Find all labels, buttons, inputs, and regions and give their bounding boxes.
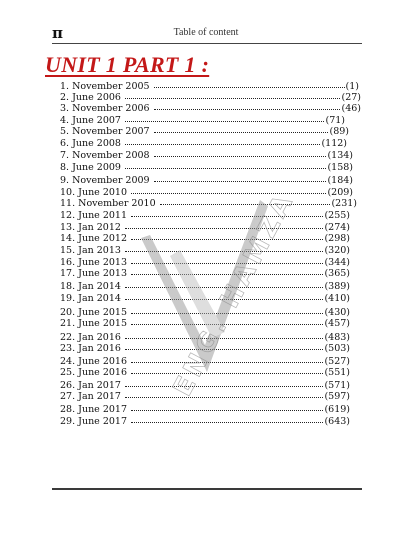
toc-entry-number: 12.	[60, 210, 76, 221]
toc-entry-leader	[131, 324, 323, 325]
toc-entry-label	[60, 138, 121, 150]
toc-entry-page: (298)	[324, 233, 350, 244]
toc-entry-label	[60, 103, 150, 115]
toc-entry-leader	[160, 204, 331, 205]
toc-entry-number: 20.	[60, 307, 76, 318]
toc-entry-label	[60, 281, 121, 293]
toc-entry-number: 8.	[60, 162, 70, 173]
toc-entry[interactable]	[60, 138, 360, 150]
toc-entry-leader	[131, 193, 326, 194]
toc-entry-number: 13.	[60, 222, 76, 233]
toc-entry-title: June 2008	[72, 138, 121, 149]
toc-entry-label	[60, 367, 127, 379]
toc-entry-title: Jan 2017	[78, 380, 121, 391]
toc-entry-leader	[131, 373, 323, 374]
toc-entry-label	[60, 343, 121, 355]
toc-entry-number: 3.	[60, 103, 70, 114]
toc-entry-title: November 2006	[72, 103, 150, 114]
toc-entry-page: (209)	[327, 187, 353, 198]
toc-entry-page: (410)	[324, 293, 350, 304]
toc-entry-page: (619)	[324, 404, 350, 415]
toc-entry[interactable]	[60, 233, 360, 245]
toc-entry-page: (46)	[341, 103, 361, 114]
toc-entry-number: 2.	[60, 92, 70, 103]
toc-entry-label	[60, 233, 127, 245]
toc-entry-leader	[154, 181, 327, 182]
toc-entry-title: November 2008	[72, 150, 150, 161]
toc-entry[interactable]	[60, 416, 360, 428]
toc-entry-title: June 2006	[72, 92, 121, 103]
footer-rule	[52, 488, 362, 490]
toc-entry-title: Jan 2017	[78, 391, 121, 402]
toc-entry-number: 28.	[60, 404, 76, 415]
toc-entry-title: November 2010	[78, 198, 156, 209]
toc-entry-title: June 2017	[78, 404, 128, 415]
toc-entry-leader	[131, 216, 323, 217]
toc-entry-leader	[125, 397, 324, 398]
toc-entry-title: June 2017	[78, 416, 128, 427]
toc-entry-page: (597)	[324, 391, 350, 402]
toc-entry-label	[60, 293, 121, 305]
toc-entry-number: 14.	[60, 233, 76, 244]
toc-entry[interactable]	[60, 343, 360, 355]
toc-entry-label	[60, 198, 156, 210]
toc-entry[interactable]	[60, 367, 360, 379]
toc-entry-title: Jan 2013	[78, 245, 121, 256]
toc-entry-page: (1)	[345, 81, 359, 92]
toc-entry-page: (184)	[327, 175, 353, 186]
toc-entry-label	[60, 210, 127, 222]
toc-entry-number: 10.	[60, 187, 76, 198]
header-title: Table of content	[173, 27, 239, 38]
toc-entry-page: (457)	[324, 318, 350, 329]
toc-entry-title: June 2007	[72, 115, 121, 126]
toc-entry-number: 24.	[60, 356, 76, 367]
toc-entry-title: Jan 2012	[78, 222, 121, 233]
toc-entry-number: 17.	[60, 268, 76, 279]
toc-entry-leader	[125, 386, 324, 387]
toc-entry[interactable]	[60, 281, 360, 293]
toc-entry-leader	[154, 156, 327, 157]
toc-entry-page: (158)	[327, 162, 353, 173]
toc-entry-title: June 2016	[78, 367, 128, 378]
toc-entry-title: June 2013	[78, 268, 128, 279]
toc-entry-number: 21.	[60, 318, 76, 329]
toc-entry-label	[60, 126, 150, 138]
toc-entry-leader	[131, 313, 323, 314]
toc-entry-number: 7.	[60, 150, 70, 161]
toc-entry-number: 11.	[60, 198, 76, 209]
toc-entry-title: November 2007	[72, 126, 150, 137]
toc-entry-label	[60, 245, 121, 257]
toc-entry-number: 9.	[60, 175, 70, 186]
toc-entry-leader	[131, 410, 323, 411]
toc-entry-title: November 2005	[72, 81, 150, 92]
toc-entry-number: 26.	[60, 380, 76, 391]
watermark-text: ENG. HAMZA	[167, 187, 301, 402]
toc-entry-label	[60, 162, 121, 174]
toc-entry-title: Jan 2016	[78, 343, 121, 354]
toc-entry[interactable]	[60, 198, 360, 210]
toc-entry-number: 4.	[60, 115, 70, 126]
toc-entry-page: (365)	[324, 268, 350, 279]
toc-entry-number: 19.	[60, 293, 76, 304]
toc-entry-leader	[125, 121, 325, 122]
toc-entry-title: Jan 2014	[78, 281, 121, 292]
toc-entry-page: (430)	[324, 307, 350, 318]
toc-entry-label	[60, 391, 121, 403]
toc-entry-label	[60, 318, 127, 330]
toc-entry-title: June 2009	[72, 162, 121, 173]
toc-entry-number: 15.	[60, 245, 76, 256]
toc-entry-label	[60, 150, 150, 162]
toc-entry-leader	[131, 263, 323, 264]
toc-entry-number: 23.	[60, 343, 76, 354]
toc-entry[interactable]	[60, 103, 360, 115]
toc-entry-page: (389)	[324, 281, 350, 292]
toc-entry-number: 16.	[60, 257, 76, 268]
toc-entry[interactable]	[60, 210, 360, 222]
toc-entry-page: (231)	[331, 198, 357, 209]
toc-entry-page: (71)	[325, 115, 345, 126]
toc-entry-leader	[125, 168, 326, 169]
toc-entry-title: June 2015	[78, 318, 128, 329]
toc-entry-label	[60, 268, 127, 280]
toc-entry-label	[60, 416, 127, 428]
toc-entry-leader	[125, 144, 320, 145]
toc-entry[interactable]	[60, 404, 360, 416]
toc-entry-page: (571)	[324, 380, 350, 391]
toc-entry-title: June 2011	[78, 210, 128, 221]
toc-entry-page: (344)	[324, 257, 350, 268]
toc-entry[interactable]	[60, 391, 360, 403]
toc-entry-number: 5.	[60, 126, 70, 137]
toc-entry[interactable]	[60, 268, 360, 280]
toc-entry-leader	[131, 362, 323, 363]
toc-entry-title: November 2009	[72, 175, 150, 186]
unit-title: UNIT 1 PART 1 :	[45, 52, 210, 77]
toc-entry-page: (483)	[324, 332, 350, 343]
toc-entry-leader	[125, 228, 324, 229]
toc-entry[interactable]	[60, 245, 360, 257]
page-header	[52, 24, 360, 44]
toc-entry-title: June 2016	[78, 356, 128, 367]
toc-entry-page: (551)	[324, 367, 350, 378]
toc-entry-page: (255)	[324, 210, 350, 221]
toc-entry-leader	[125, 98, 341, 99]
toc-entry-number: 18.	[60, 281, 76, 292]
toc-entry-number: 25.	[60, 367, 76, 378]
toc-entry-leader	[131, 239, 323, 240]
toc-entry-number: 22.	[60, 332, 76, 343]
toc-entry-leader	[154, 132, 329, 133]
toc-entry[interactable]	[60, 293, 360, 305]
toc-entry-leader	[125, 338, 324, 339]
toc-entry-leader	[131, 422, 323, 423]
toc-entry-leader	[154, 87, 345, 88]
toc-entry-leader	[125, 349, 324, 350]
toc-entry-title: June 2015	[78, 307, 128, 318]
header-rule	[52, 43, 362, 44]
toc-entry[interactable]	[60, 150, 360, 162]
toc-entry-number: 1.	[60, 81, 70, 92]
pi-symbol: π	[52, 24, 63, 42]
toc-entry-leader	[131, 274, 323, 275]
toc-entry-title: Jan 2014	[78, 293, 121, 304]
toc-entry-leader	[125, 287, 324, 288]
toc-entry-number: 27.	[60, 391, 76, 402]
toc-entry[interactable]	[60, 126, 360, 138]
toc-entry-page: (527)	[324, 356, 350, 367]
toc-entry-page: (27)	[341, 92, 361, 103]
toc-entry-title: Jan 2016	[78, 332, 121, 343]
toc-entry[interactable]	[60, 318, 360, 330]
toc-entry-leader	[125, 299, 324, 300]
toc-entry-page: (274)	[324, 222, 350, 233]
toc-entry-page: (112)	[321, 138, 347, 149]
toc-entry-page: (503)	[324, 343, 350, 354]
toc-entry-title: June 2013	[78, 257, 128, 268]
toc-entry-title: June 2010	[78, 187, 128, 198]
toc-entry-page: (134)	[327, 150, 353, 161]
toc-entry-page: (89)	[329, 126, 349, 137]
toc-entry-number: 29.	[60, 416, 76, 427]
toc-entry-label	[60, 404, 127, 416]
toc-entry[interactable]	[60, 175, 360, 187]
toc-entry-leader	[154, 109, 341, 110]
toc-entry[interactable]	[60, 162, 360, 174]
toc-entry-title: June 2012	[78, 233, 128, 244]
toc-entry-number: 6.	[60, 138, 70, 149]
toc-entry-page: (643)	[324, 416, 350, 427]
toc-entry-label	[60, 175, 150, 187]
toc-entry-page: (320)	[324, 245, 350, 256]
toc-entry-leader	[125, 251, 324, 252]
